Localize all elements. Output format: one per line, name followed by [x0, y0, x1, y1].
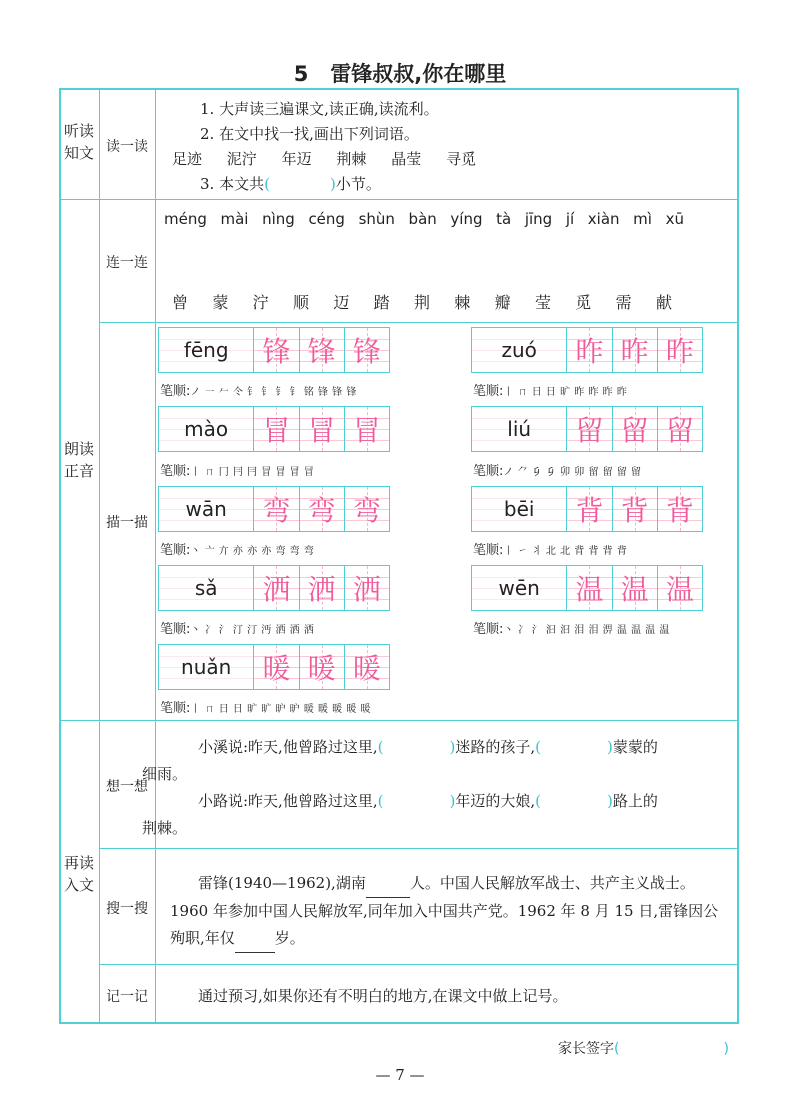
pinyin-item[interactable]: bàn	[408, 210, 437, 228]
tracing-pinyin: wān	[159, 487, 253, 531]
divider	[155, 88, 156, 1024]
char-item[interactable]: 迈	[333, 293, 350, 312]
tracing-cell[interactable]: 锋	[344, 328, 389, 372]
stroke-order: 笔顺:丶 亠 亣 亦 亦 亦 弯 弯 弯	[160, 543, 315, 558]
answer-blank[interactable]: ( )	[377, 738, 456, 756]
tracing-pinyin: bēi	[472, 487, 566, 531]
pinyin-item[interactable]: xiàn	[587, 210, 620, 228]
stroke-order: 笔顺:丨 ㄇ 日 日 旷 昨 昨 昨 昨	[473, 384, 628, 399]
char-item[interactable]: 曾	[172, 293, 189, 312]
tracing-box	[158, 406, 390, 452]
divider	[99, 848, 739, 849]
char-item[interactable]: 需	[615, 293, 632, 312]
word: 足迹	[172, 150, 203, 168]
pinyin-item[interactable]: yíng	[450, 210, 483, 228]
char-item[interactable]: 棘	[454, 293, 471, 312]
stroke-order: 笔顺:ノ ⺈ 𠂎 𠂎 卯 卯 留 留 留 留	[473, 464, 642, 479]
read-instruction-1: 1. 大声读三遍课文,读正确,读流利。	[200, 100, 439, 118]
tracing-pinyin: mào	[159, 407, 253, 451]
tracing-cell[interactable]: 冒	[344, 407, 389, 451]
tracing-cell[interactable]: 昨	[612, 328, 657, 372]
read-instruction-3: 3. 本文共( )小节。	[200, 175, 381, 193]
subsection-label: 读一读	[106, 139, 148, 155]
think-paragraph-1: 小溪说:昨天,他曾路过这里,( )迷路的孩子,( )蒙蒙的 细雨。	[142, 738, 658, 783]
answer-blank[interactable]	[235, 925, 275, 953]
tracing-cell[interactable]: 温	[657, 566, 702, 610]
lesson-title: 雷锋叔叔,你在哪里	[330, 62, 507, 86]
subsection-label: 连一连	[106, 255, 148, 271]
tracing-pinyin: wēn	[472, 566, 566, 610]
char-item[interactable]: 荆	[413, 293, 430, 312]
tracing-cell[interactable]: 温	[612, 566, 657, 610]
pinyin-item[interactable]: mì	[633, 210, 652, 228]
pinyin-item[interactable]: jīng	[524, 210, 553, 228]
tracing-pinyin: nuǎn	[159, 645, 253, 689]
tracing-cell[interactable]: 暖	[299, 645, 344, 689]
tracing-cell[interactable]: 留	[566, 407, 611, 451]
word: 晶莹	[391, 150, 422, 168]
tracing-box	[471, 565, 703, 611]
tracing-cell[interactable]: 昨	[657, 328, 702, 372]
answer-blank[interactable]: ( )	[264, 175, 336, 193]
tracing-box	[471, 327, 703, 373]
char-item[interactable]: 顺	[292, 293, 309, 312]
char-item[interactable]: 觅	[575, 293, 592, 312]
divider	[59, 720, 739, 721]
stroke-order: 笔顺:丶 冫 氵 汩 汩 泪 泪 淠 温 温 温 温	[473, 622, 670, 637]
tracing-pinyin: zuó	[472, 328, 566, 372]
pinyin-item[interactable]: mài	[220, 210, 249, 228]
word: 寻觅	[445, 150, 476, 168]
section-label: 再读入文	[63, 854, 94, 894]
section-label: 朗读正音	[63, 440, 94, 480]
word: 泥泞	[226, 150, 257, 168]
note-text: 通过预习,如果你还有不明白的地方,在课文中做上记号。	[198, 987, 568, 1005]
tracing-cell[interactable]: 锋	[253, 328, 298, 372]
char-item[interactable]: 献	[655, 293, 672, 312]
answer-blank[interactable]: ( )	[535, 792, 613, 810]
lesson-number: 5	[293, 62, 309, 86]
tracing-cell[interactable]: 留	[657, 407, 702, 451]
divider	[99, 88, 100, 1024]
pinyin-item[interactable]: xū	[665, 210, 684, 228]
tracing-cell[interactable]: 暖	[253, 645, 298, 689]
think-paragraph-2: 小路说:昨天,他曾路过这里,( )年迈的大娘,( )路上的 荆棘。	[142, 792, 658, 837]
tracing-cell[interactable]: 洒	[344, 566, 389, 610]
stroke-order: 笔顺:丨 ㄇ 冂 冃 冃 冒 冒 冒 冒	[160, 464, 315, 479]
char-row	[172, 290, 672, 313]
tracing-box	[471, 406, 703, 452]
tracing-cell[interactable]: 弯	[253, 487, 298, 531]
answer-blank[interactable]	[366, 870, 410, 898]
tracing-box	[471, 486, 703, 532]
search-paragraph: 雷锋(1940—1962),湖南 人。中国人民解放军战士、共产主义战士。1960 年参加中国人民解放军,同年加入中国共产党。1962 年 8 月 15 日,雷锋因公殉职,年仅 岁。	[170, 870, 730, 953]
tracing-box	[158, 644, 390, 690]
divider	[59, 199, 739, 200]
pinyin-item[interactable]: nìng	[262, 210, 295, 228]
read-instruction-2: 2. 在文中找一找,画出下列词语。	[200, 125, 419, 143]
pinyin-item[interactable]: shùn	[358, 210, 395, 228]
tracing-pinyin: fēng	[159, 328, 253, 372]
tracing-cell[interactable]: 留	[612, 407, 657, 451]
tracing-cell[interactable]: 冒	[253, 407, 298, 451]
parent-signature: 家长签字( )	[558, 1041, 729, 1057]
subsection-label: 描一描	[106, 515, 148, 531]
tracing-cell[interactable]: 昨	[566, 328, 611, 372]
divider	[99, 964, 739, 965]
tracing-cell[interactable]: 洒	[299, 566, 344, 610]
tracing-box	[158, 565, 390, 611]
tracing-pinyin: sǎ	[159, 566, 253, 610]
answer-blank[interactable]: ( )	[535, 738, 613, 756]
stroke-order: 笔顺:丨 ㄇ 日 日 旷 旷 昈 昈 暖 暖 暖 暖 暖	[160, 701, 372, 716]
tracing-box	[158, 486, 390, 532]
tracing-box	[158, 327, 390, 373]
tracing-cell[interactable]: 背	[566, 487, 611, 531]
subsection-label: 想一想	[106, 779, 148, 795]
pinyin-item[interactable]: jí	[565, 210, 575, 228]
pinyin-row	[164, 210, 684, 228]
tracing-cell[interactable]: 洒	[253, 566, 298, 610]
tracing-pinyin: liú	[472, 407, 566, 451]
char-item[interactable]: 瓣	[494, 293, 511, 312]
char-item[interactable]: 莹	[534, 293, 551, 312]
tracing-cell[interactable]: 锋	[299, 328, 344, 372]
tracing-cell[interactable]: 背	[612, 487, 657, 531]
subsection-label: 搜一搜	[106, 901, 148, 917]
signature-field[interactable]: ( )	[614, 1041, 729, 1057]
char-item[interactable]: 踏	[373, 293, 390, 312]
char-item[interactable]: 泞	[252, 293, 269, 312]
divider	[99, 322, 739, 323]
pinyin-item[interactable]: méng	[164, 210, 207, 228]
tracing-cell[interactable]: 弯	[299, 487, 344, 531]
tracing-cell[interactable]: 弯	[344, 487, 389, 531]
stroke-order: 笔顺:ノ ㇐ 𠂉 仒 钅 钅 钅 钅 铭 锋 锋 锋	[160, 384, 357, 399]
word: 年迈	[281, 150, 312, 168]
page-title	[0, 58, 800, 88]
tracing-cell[interactable]: 背	[657, 487, 702, 531]
page-number: — 7 —	[375, 1066, 425, 1084]
tracing-cell[interactable]: 温	[566, 566, 611, 610]
answer-blank[interactable]: ( )	[377, 792, 456, 810]
subsection-label: 记一记	[106, 989, 148, 1005]
word: 荆棘	[336, 150, 367, 168]
section-label: 听读知文	[63, 122, 94, 162]
tracing-cell[interactable]: 暖	[344, 645, 389, 689]
word-list	[172, 148, 476, 170]
pinyin-item[interactable]: céng	[308, 210, 345, 228]
stroke-order: 笔顺:丨 ㇀ 丬 北 北 背 背 背 背	[473, 543, 628, 558]
char-item[interactable]: 蒙	[212, 293, 229, 312]
pinyin-item[interactable]: tà	[496, 210, 512, 228]
stroke-order: 笔顺:丶 冫 氵 汀 汀 沔 洒 洒 洒	[160, 622, 315, 637]
tracing-cell[interactable]: 冒	[299, 407, 344, 451]
